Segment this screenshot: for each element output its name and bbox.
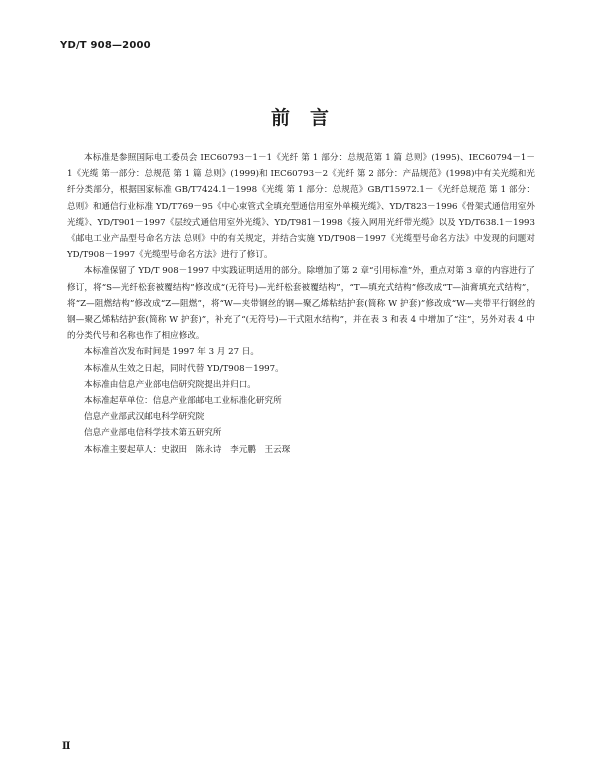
line-drafting-unit-wuhan: 信息产业部武汉邮电科学研究院 (84, 412, 205, 423)
line-first-release-date: 本标准首次发布时间是 1997 年 3 月 27 日。 (84, 347, 259, 358)
foreword-body (67, 150, 535, 458)
line-drafting-unit-fifth-institute: 信息产业部电信科学技术第五研究所 (84, 428, 222, 439)
document-code-header: YD/T 908—2000 (60, 40, 151, 51)
line-effective-replacement: 本标准从生效之日起，同时代替 YD/T908－1997。 (84, 363, 284, 374)
line-drafting-unit: 本标准起草单位：信息产业部邮电工业标准化研究所 (84, 396, 282, 407)
line-main-drafters: 本标准主要起草人：史淑田 陈永诗 李元鹏 王云琛 (84, 444, 291, 455)
paragraph-revision-details: 本标准保留了 YD/T 908－1997 中实践证明适用的部分。除增加了第 2 章“引用标准”外，重点对第 3 章的内容进行了修订，将“S—光纤松套被覆结构”修改成“(无符号)—光纤松套被覆结构”，“T—填充式结构”修改成“T—油膏填充式结构”，将“Z—阻燃结构”修改成“Z—阻燃”，将“W—夹带钢丝的钢—聚乙烯粘结护套(简称 W 护套)”修改成“W—夹带平行钢丝的钢—聚乙烯粘结护套(简称 W 护套)”，补充了“(无符号)—干式阻水结构”，并在表 3 和表 4 中增加了“注”，另外对表 4 中的分类代号和名称也作了相应修改。 (67, 266, 535, 342)
line-proposed-by: 本标准由信息产业部电信研究院提出并归口。 (84, 379, 256, 390)
page-title: 前言 (270, 107, 349, 129)
page-number: Ⅱ (62, 741, 71, 752)
paragraph-reference-basis: 本标准是参照国际电工委员会 IEC60793－1－1《光纤 第 1 部分：总规范第 1 篇 总则》(1995)、IEC60794－1－1《光缆 第一部分：总规范 第 1 篇 总则》(1999)和 IEC60793－2《光纤 第 2 部分：产品规范》(1998)中有关光缆和光纤分类部分，根据国家标准 GB/T7424.1－1998《光缆 第 1 部分：总规范》GB/T15972.1－《光纤总规范 第 1 部分：总则》和通信行业标准 YD/T769－95《中心束管式全填充型通信用室外单模光缆》、YD/T823－1996《骨架式通信用室外光缆》、YD/T901－1997《层绞式通信用室外光缆》、YD/T981－1998《接入网用光纤带光缆》以及 YD/T638.1－1993《邮电工业产品型号命名方法 总则》中的有关规定，并结合实施 YD/T908－1997《光缆型号命名方法》中发现的问题对 YD/T908－1997《光缆型号命名方法》进行了修订。 (67, 153, 535, 261)
